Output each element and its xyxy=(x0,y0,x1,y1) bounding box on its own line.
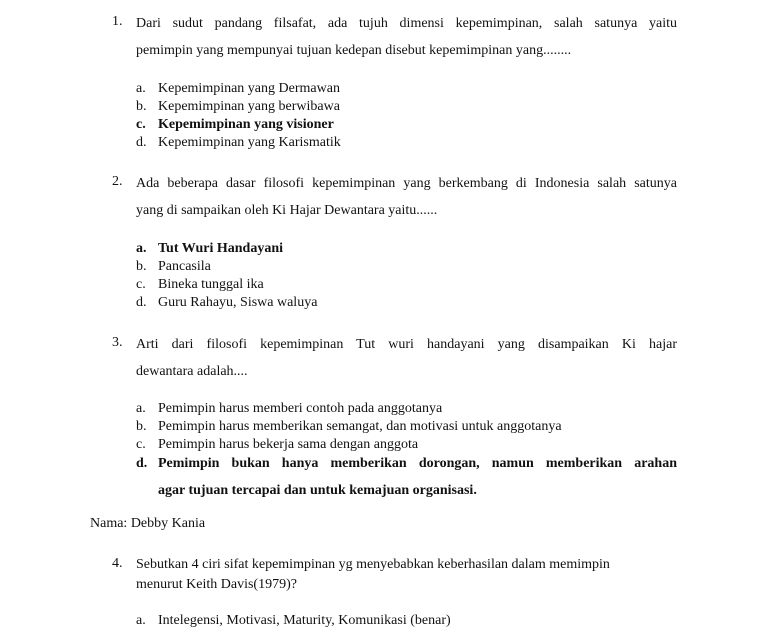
question-1-option-b xyxy=(136,98,340,116)
question-1-option-d xyxy=(136,134,341,152)
option-letter: d. xyxy=(136,135,147,150)
option-letter: c. xyxy=(136,277,146,292)
question-4-option-a xyxy=(136,612,451,630)
question-1-number: 1. xyxy=(112,14,123,29)
option-text: Pemimpin harus memberi contoh pada anggotanya xyxy=(158,401,443,416)
question-2-line-1: Ada beberapa dasar filosofi kepemimpinan yang berkembang di Indonesia salah satunya xyxy=(136,176,677,191)
option-text: Kepemimpinan yang Karismatik xyxy=(158,135,341,150)
question-1-line-1: Dari sudut pandang filsafat, ada tujuh dimensi kepemimpinan, salah satunya yaitu xyxy=(136,16,677,31)
student-name: Nama: Debby Kania xyxy=(90,516,206,531)
option-text: Kepemimpinan yang berwibawa xyxy=(158,99,340,114)
question-2-option-d xyxy=(136,294,317,312)
question-3-number: 3. xyxy=(112,335,123,350)
question-3-line-2: dewantara adalah.... xyxy=(136,364,248,379)
option-letter: d. xyxy=(136,456,148,471)
option-text: Pancasila xyxy=(158,259,211,274)
option-letter: b. xyxy=(136,419,147,434)
question-2-line-2: yang di sampaikan oleh Ki Hajar Dewantara yaitu...... xyxy=(136,203,438,218)
option-text: Kepemimpinan yang visioner xyxy=(158,117,334,132)
option-letter: d. xyxy=(136,295,147,310)
question-4-line-2: menurut Keith Davis(1979)? xyxy=(136,577,297,592)
option-letter: a. xyxy=(136,81,146,96)
option-letter: b. xyxy=(136,259,147,274)
question-2-number: 2. xyxy=(112,174,123,189)
question-3-option-d-answer xyxy=(136,450,677,504)
question-1-line-2: pemimpin yang mempunyai tujuan kedepan disebut kepemimpinan yang........ xyxy=(136,43,572,58)
option-letter: c. xyxy=(136,117,146,132)
question-4-text xyxy=(136,555,677,595)
option-letter: b. xyxy=(136,99,147,114)
option-letter: a. xyxy=(136,401,146,416)
option-d-line-1 xyxy=(136,450,677,477)
option-letter: a. xyxy=(136,241,147,256)
option-d-line-2: agar tujuan tercapai dan untuk kemajuan organisasi. xyxy=(158,483,477,498)
option-text: Pemimpin harus bekerja sama dengan anggota xyxy=(158,437,419,452)
question-3-option-b xyxy=(136,418,562,436)
question-2-option-b xyxy=(136,258,211,276)
question-3-option-a xyxy=(136,400,442,418)
option-text: Pemimpin harus memberikan semangat, dan motivasi untuk anggotanya xyxy=(158,419,562,434)
option-text: Guru Rahayu, Siswa waluya xyxy=(158,295,318,310)
question-3-line-1: Arti dari filosofi kepemimpinan Tut wuri handayani yang disampaikan Ki hajar xyxy=(136,337,677,352)
option-letter: c. xyxy=(136,437,146,452)
option-text: Pemimpin bukan hanya memberikan dorongan, namun memberikan arahan xyxy=(158,456,677,471)
option-text: Tut Wuri Handayani xyxy=(158,241,284,256)
question-4-line-1: Sebutkan 4 ciri sifat kepemimpinan yg menyebabkan keberhasilan dalam memimpin xyxy=(136,557,610,572)
option-letter: a. xyxy=(136,613,146,628)
question-2-option-c xyxy=(136,276,264,294)
question-1-option-a xyxy=(136,80,340,98)
question-4-number: 4. xyxy=(112,556,123,571)
question-2-option-a-answer xyxy=(136,240,283,258)
option-text: Bineka tunggal ika xyxy=(158,277,264,292)
option-text: Kepemimpinan yang Dermawan xyxy=(158,81,340,96)
question-1-option-c-answer xyxy=(136,116,334,134)
option-text: Intelegensi, Motivasi, Maturity, Komunikasi (benar) xyxy=(158,613,451,628)
